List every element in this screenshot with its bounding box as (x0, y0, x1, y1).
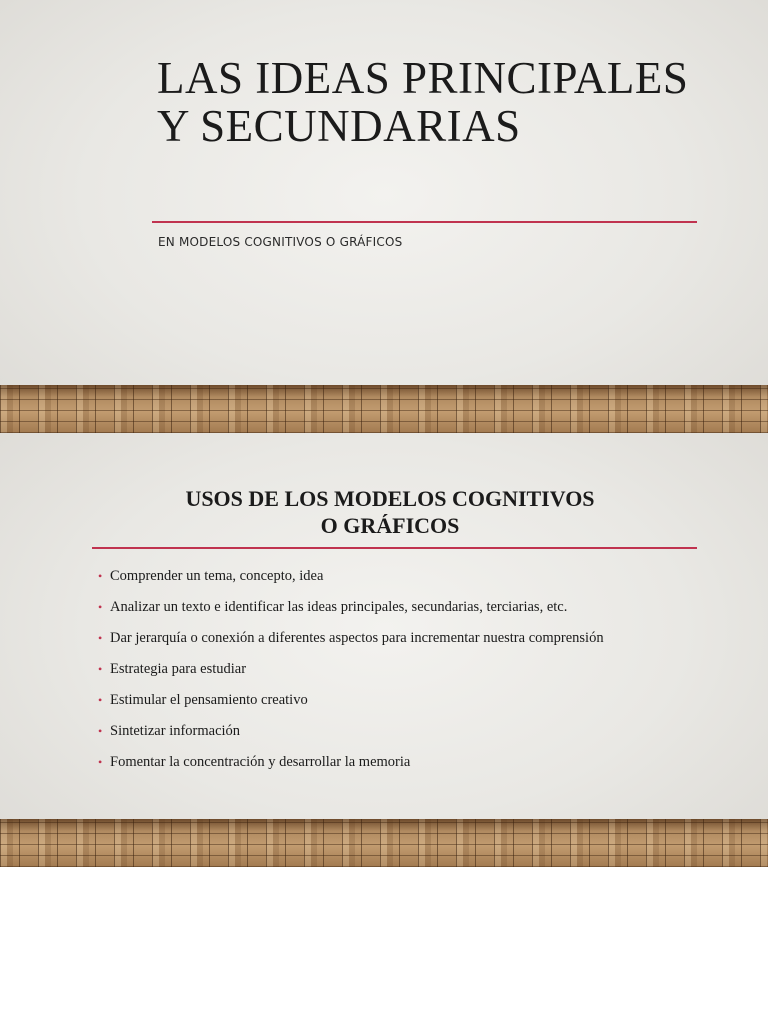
list-item (98, 564, 698, 589)
list-item-text: Dar jerarquía o conexión a diferentes aspectos para incrementar nuestra comprensión (110, 630, 604, 646)
slide-title (0, 0, 768, 433)
list-item (98, 657, 698, 682)
bullet-dot-icon: • (98, 662, 103, 676)
list-item (98, 719, 698, 744)
list-item-text: Fomentar la concentración y desarrollar la memoria (110, 754, 411, 770)
list-item (98, 626, 698, 651)
slide-subtitle: EN MODELOS COGNITIVOS O GRÁFICOS (158, 235, 403, 249)
bullet-dot-icon: • (98, 600, 103, 614)
bullet-dot-icon: • (98, 693, 103, 707)
title-divider (152, 221, 697, 223)
wood-floor-decoration (0, 819, 768, 867)
bullet-dot-icon: • (98, 724, 103, 738)
uses-list (98, 564, 698, 781)
list-item (98, 750, 698, 775)
slide-uses (0, 433, 768, 867)
heading-line-2: O GRÁFICOS (320, 513, 460, 538)
heading-divider (92, 547, 697, 549)
list-item-text: Estimular el pensamiento creativo (110, 692, 308, 708)
list-item-text: Estrategia para estudiar (110, 661, 247, 677)
heading-line-1: USOS DE LOS MODELOS COGNITIVOS (185, 486, 595, 511)
list-item (98, 688, 698, 713)
wood-floor-decoration (0, 385, 768, 433)
list-item-text: Comprender un tema, concepto, idea (110, 568, 324, 584)
slide-title-heading: LAS IDEAS PRINCIPALES Y SECUNDARIAS (157, 53, 689, 151)
slide-uses-heading (90, 485, 690, 539)
bullet-dot-icon: • (98, 569, 103, 583)
bullet-dot-icon: • (98, 755, 103, 769)
list-item-text: Sintetizar información (110, 723, 241, 739)
list-item-text: Analizar un texto e identificar las ideas principales, secundarias, terciarias, etc. (110, 599, 568, 615)
bullet-dot-icon: • (98, 631, 103, 645)
list-item (98, 595, 698, 620)
